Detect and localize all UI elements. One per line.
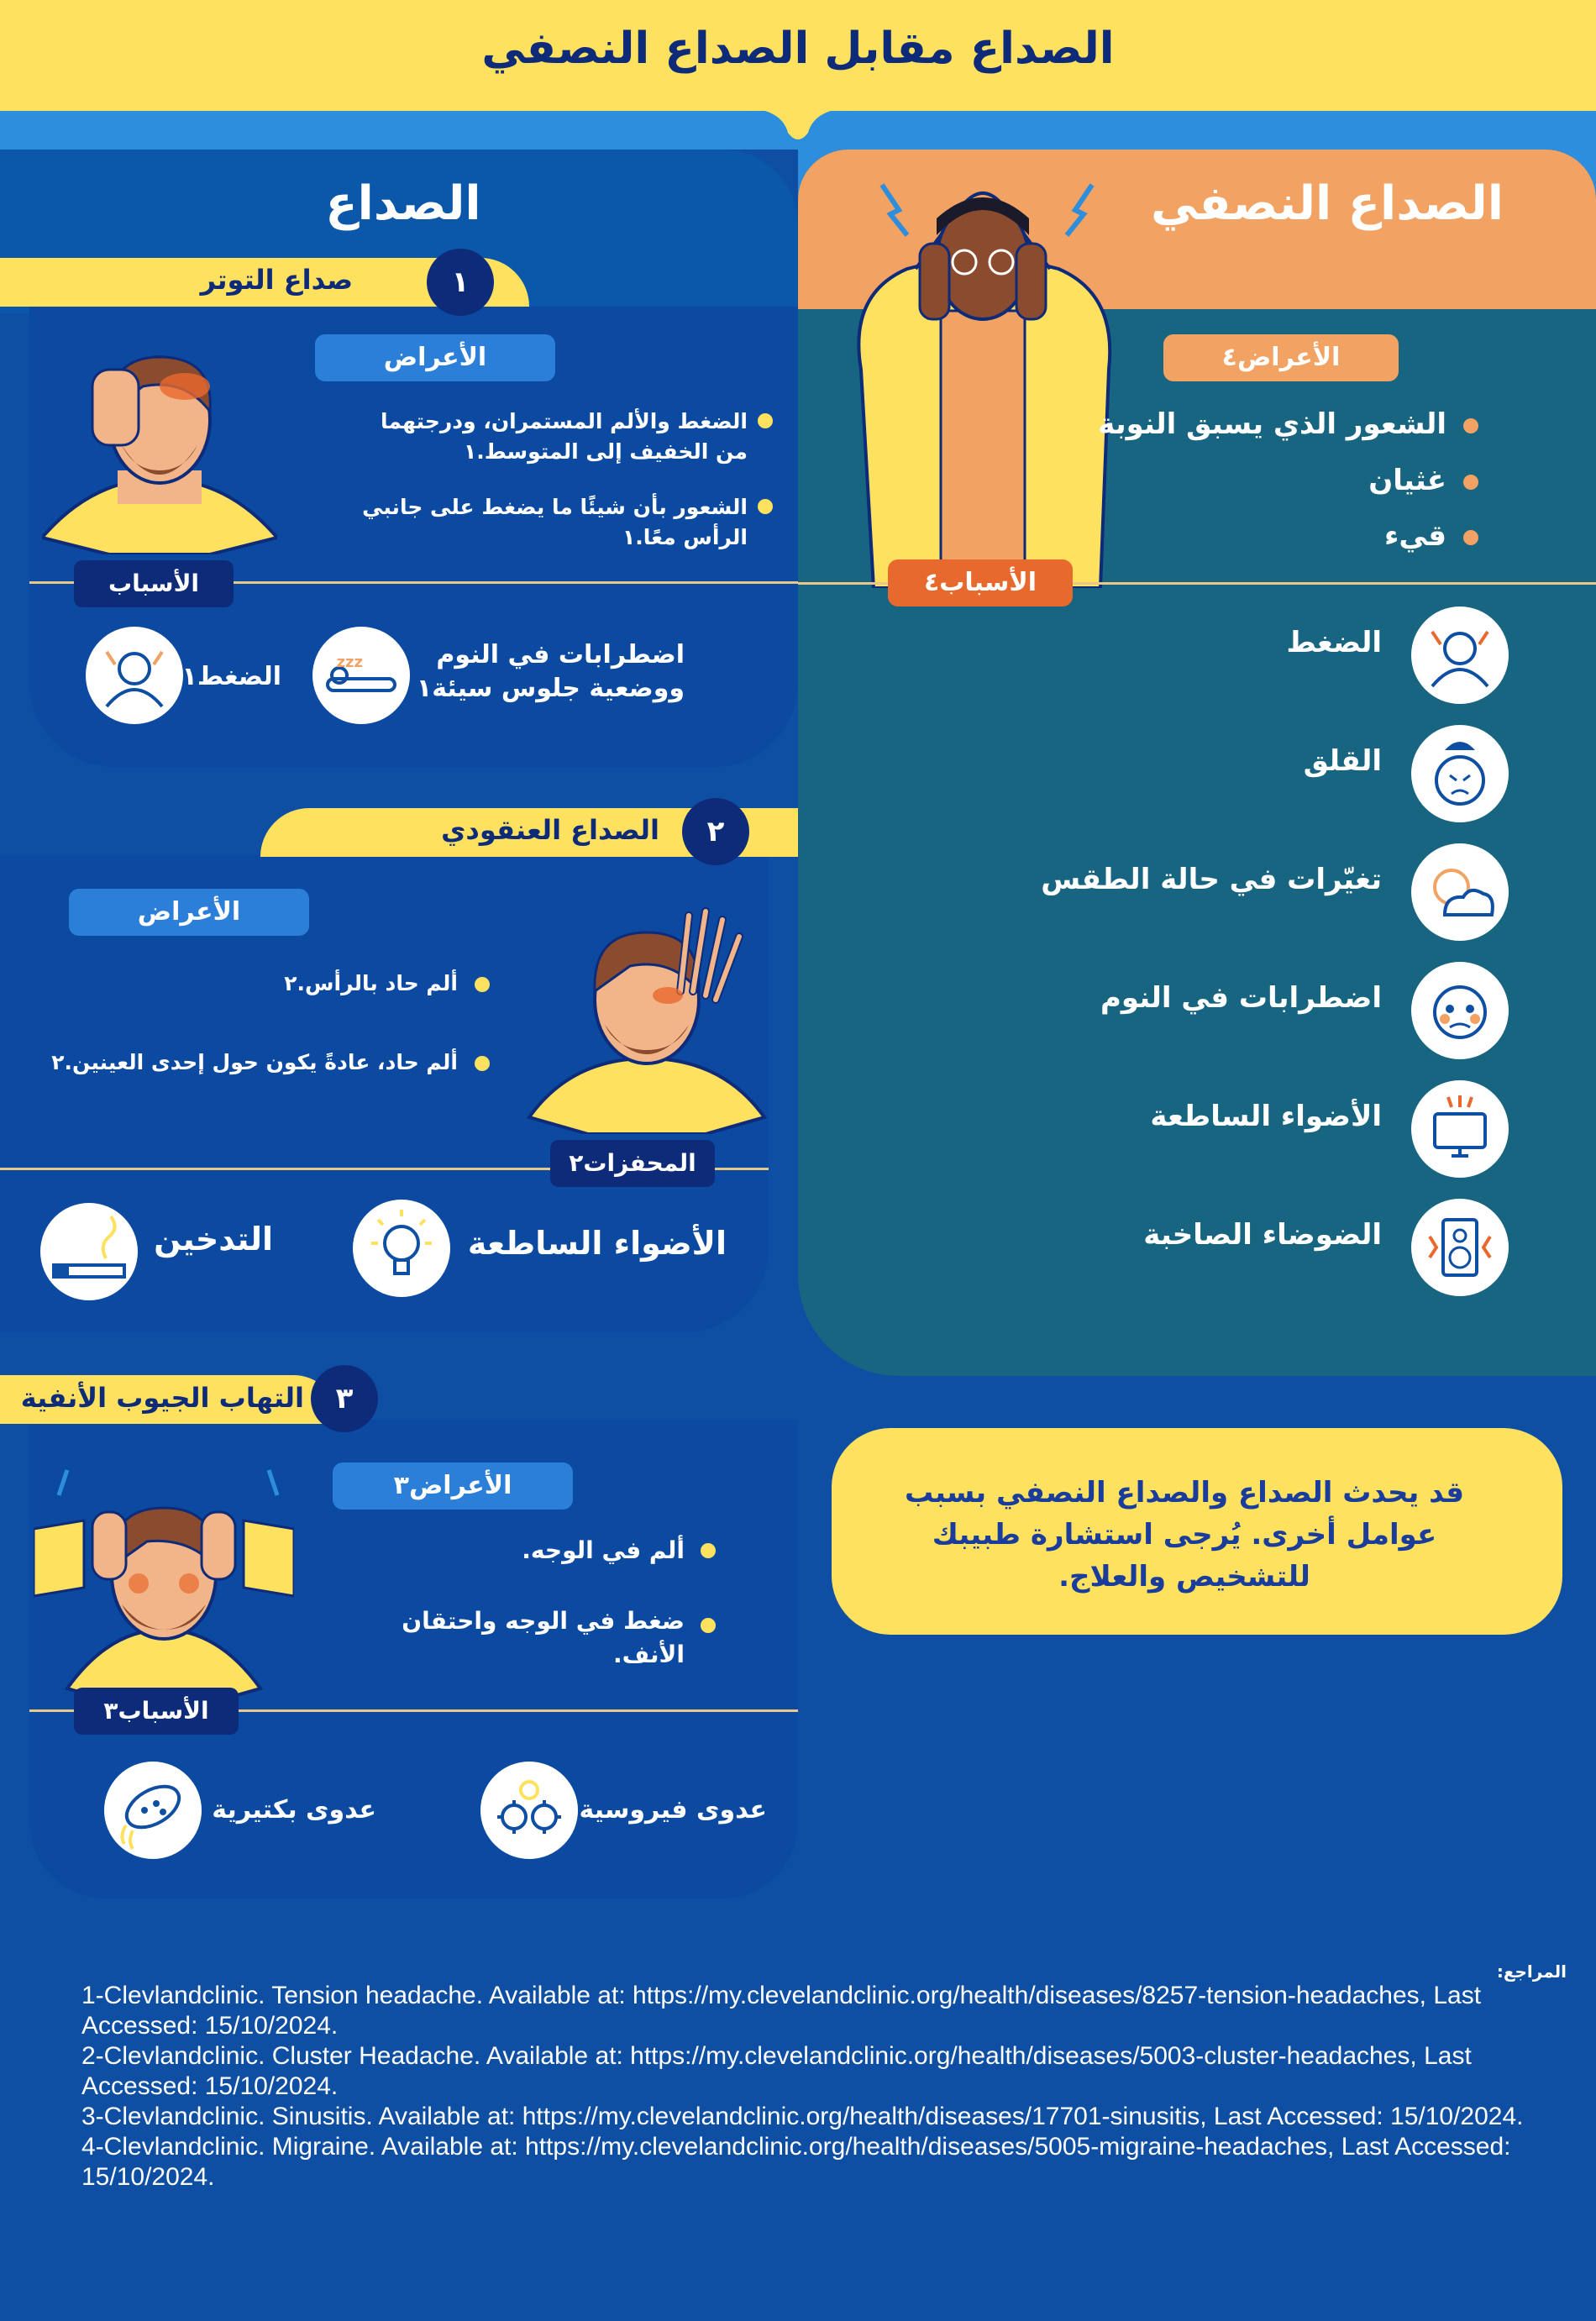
symptom-item: ألم حاد بالرأس.٢: [284, 971, 458, 995]
trigger-label: الأضواء الساطعة: [1150, 1100, 1382, 1133]
cause-label: عدوى بكتيرية: [212, 1795, 376, 1825]
header-notch: [739, 108, 857, 146]
migraine-causes-label: الأسباب٤: [888, 559, 1073, 607]
tension-title: صداع التوتر: [200, 264, 353, 296]
migraine-person-illustration: [840, 168, 1126, 588]
trigger-label: الضغط: [1286, 626, 1382, 659]
symptom-item: الشعور بأن شيئًا ما يضغط على جانبي الرأس معًا.١: [362, 495, 748, 549]
headache-title: الصداع: [325, 176, 481, 231]
cluster-person-illustration: [521, 899, 773, 1134]
migraine-title: الصداع النصفي: [1151, 176, 1504, 231]
trigger-label: القلق: [1303, 744, 1382, 778]
trigger-label: التدخين: [154, 1221, 273, 1258]
anxiety-icon: [1411, 725, 1509, 822]
bullet-icon: [758, 413, 773, 428]
bullet-icon: [475, 977, 490, 992]
stress-icon: [1411, 607, 1509, 704]
sleep-icon: [312, 627, 410, 724]
cigarette-icon: [40, 1203, 138, 1300]
symptom-item: ألم حاد، عادةً يكون حول إحدى العينين.٢: [51, 1050, 458, 1074]
section-number: ٣: [311, 1365, 378, 1432]
bright-screen-icon: [1411, 1080, 1509, 1178]
trigger-label: اضطرابات في النوم: [1100, 981, 1382, 1015]
tension-causes-label: الأسباب: [74, 560, 234, 607]
trigger-label: الضوضاء الصاخبة: [1143, 1218, 1382, 1252]
bullet-icon: [701, 1543, 716, 1558]
weather-icon: [1411, 843, 1509, 941]
note-text: قد يحدث الصداع والصداع النصفي بسبب عوامل أخرى. يُرجى استشارة طبيبك للتشخيص والعلاج.: [904, 1476, 1465, 1594]
cause-label: عدوى فيروسية: [579, 1795, 767, 1825]
trigger-label: تغيّرات في حالة الطقس: [1041, 863, 1382, 896]
reference-item: 3-Clevlandclinic. Sinusitis. Available at: https://my.clevelandclinic.org/health/diseases/17701-sinusitis, Last Accessed: 15/10/2024.: [81, 2103, 1524, 2130]
bullet-icon: [475, 1056, 490, 1071]
tension-person-illustration: [42, 336, 277, 554]
cluster-symptoms-label: الأعراض: [69, 889, 309, 936]
sleep-face-icon: [1411, 962, 1509, 1059]
sinusitis-person-illustration: [34, 1462, 294, 1705]
sinusitis-symptoms-label: الأعراض٣: [333, 1462, 573, 1510]
section-number: ١: [427, 249, 494, 316]
reference-item: 4-Clevlandclinic. Migraine. Available at: https://my.clevelandclinic.org/health/diseases/5005-migraine-headaches, Last Accessed: 15/10/2024.: [81, 2133, 1511, 2191]
virus-icon: [480, 1762, 578, 1859]
references-list: [81, 1981, 1560, 2192]
cause-label: اضطرابات في النوم ووضعية جلوس سيئة١: [416, 640, 685, 703]
page-title: الصداع مقابل الصداع النصفي: [481, 24, 1115, 74]
references-title: المراجع:: [1496, 1961, 1567, 1982]
speaker-icon: [1411, 1199, 1509, 1296]
migraine-symptoms-label: الأعراض٤: [1163, 334, 1399, 381]
sinusitis-title: التهاب الجيوب الأنفية: [20, 1382, 304, 1414]
cluster-triggers-label: المحفزات٢: [550, 1140, 715, 1187]
reference-item: 1-Clevlandclinic. Tension headache. Available at: https://my.clevelandclinic.org/health/diseases/8257-tension-headaches, Last Accessed: 15/10/2024.: [81, 1982, 1482, 2040]
stress-icon: [86, 627, 183, 724]
symptom-item: الضغط والألم المستمران، ودرجتهما من الخفيف إلى المتوسط.١: [380, 409, 748, 464]
bullet-icon: [1463, 475, 1478, 490]
migraine-symptom: غثيان: [1368, 464, 1478, 497]
svg-text:zzz: zzz: [336, 654, 363, 671]
lightbulb-icon: [353, 1200, 450, 1297]
sinusitis-causes-label: الأسباب٣: [74, 1688, 239, 1735]
cluster-title: الصداع العنقودي: [441, 814, 659, 846]
symptom-item: ضغط في الوجه واحتقان الأنف.: [402, 1607, 685, 1668]
bullet-icon: [1463, 530, 1478, 545]
migraine-symptom: الشعور الذي يسبق النوبة: [1098, 407, 1478, 441]
trigger-label: الأضواء الساطعة: [467, 1225, 727, 1262]
bullet-icon: [1463, 418, 1478, 433]
bullet-icon: [758, 499, 773, 514]
tension-symptoms-label: الأعراض: [315, 334, 555, 381]
reference-item: 2-Clevlandclinic. Cluster Headache. Available at: https://my.clevelandclinic.org/health/diseases/5003-cluster-headaches, Last Accessed: 15/10/2024.: [81, 2042, 1472, 2100]
cause-label: الضغط١: [181, 662, 281, 691]
migraine-symptom: قيء: [1384, 519, 1478, 553]
section-number: ٢: [682, 798, 749, 865]
bullet-icon: [701, 1618, 716, 1633]
symptom-item: ألم في الوجه.: [522, 1536, 685, 1564]
bacteria-icon: [104, 1762, 202, 1859]
